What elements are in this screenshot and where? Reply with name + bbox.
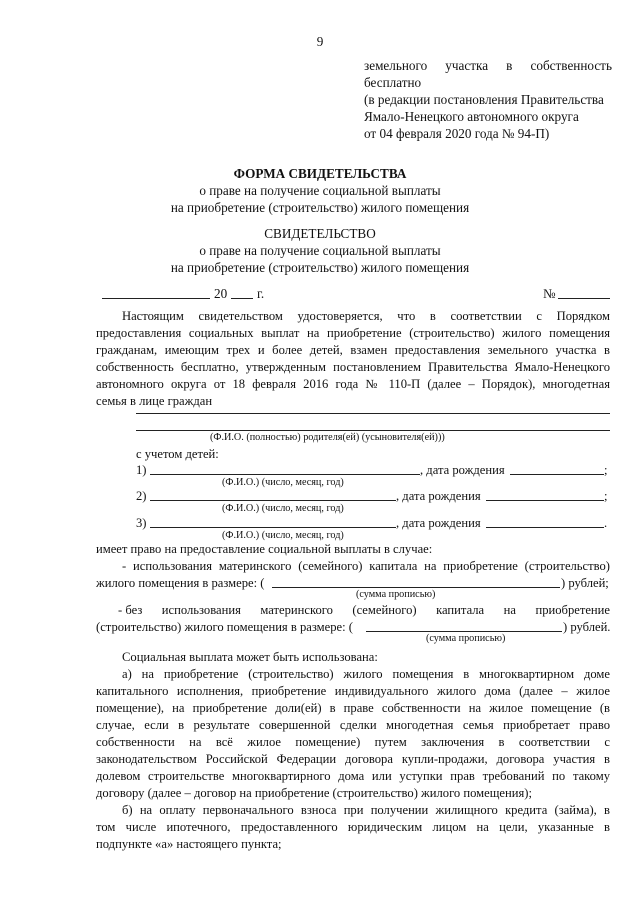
usage-a-line: собственности на всё жилое помещение) путем заключения в соответствии с <box>96 735 610 749</box>
usage-a-last: договору (далее – договор на приобретение (строительство) жилого помещения); <box>96 786 532 800</box>
usage-a-line: законодательством Российской Федерации договора купли-продажи, договора участия в <box>96 752 610 766</box>
birth-date-blank <box>486 527 604 528</box>
child-name-blank <box>150 500 396 501</box>
usage-a-line: случае, если в результате совершенной сделки многодетная семья приобретает право <box>96 718 610 732</box>
intro-line: собственность бесплатно, утвержденным постановлением Правительства Ямало-Ненецкого <box>96 360 610 374</box>
child-caption: (Ф.И.О.) (число, месяц, год) <box>222 530 344 541</box>
usage-heading: Социальная выплата может быть использована: <box>122 650 378 664</box>
option-with-suffix: ) рублей; <box>561 576 609 590</box>
certificate-title: СВИДЕТЕЛЬСТВО <box>264 226 376 241</box>
form-subtitle: на приобретение (строительство) жилого помещения <box>170 200 470 215</box>
header-word: земельного <box>364 58 428 73</box>
option-without-prefix: (строительство) жилого помещения в размере: ( <box>96 620 353 634</box>
usage-a-line: капитального исполнения, приобретение индивидуального жилого дома (далее – жилое <box>96 684 610 698</box>
year-blank <box>231 298 253 299</box>
child-caption: (Ф.И.О.) (число, месяц, год) <box>222 503 344 514</box>
birth-label: , дата рождения <box>396 516 481 530</box>
option-word: (семейного) <box>352 603 417 617</box>
child-number: 2) <box>136 489 147 503</box>
number-blank <box>558 298 610 299</box>
intro-line: автономного округа от 18 февраля 2016 года № 110-П (далее – Порядок), многодетная <box>96 377 610 391</box>
intro-line: гражданам, имеющим трех и более детей, взамен предоставления земельного участка в <box>96 343 610 357</box>
child-end: ; <box>604 489 608 503</box>
parents-line-2 <box>136 430 610 431</box>
parents-line-1 <box>136 413 610 414</box>
amount-blank <box>366 631 562 632</box>
birth-date-blank <box>510 474 604 475</box>
date-blank <box>102 298 210 299</box>
birth-date-blank <box>486 500 604 501</box>
certificate-subtitle: о праве на получение социальной выплаты <box>199 243 441 258</box>
usage-b-last: подпункте «а» настоящего пункта; <box>96 837 282 851</box>
option-word: материнского <box>260 603 333 617</box>
header-word: участка <box>445 58 489 73</box>
page-number: 9 <box>316 34 324 49</box>
option-word: использования <box>161 603 241 617</box>
amount-caption: (сумма прописью) <box>426 633 506 644</box>
usage-a-line: помещение), на приобретение доли(ей) в праве собственности на жилое помещение (в <box>96 701 610 715</box>
option-with-prefix: жилого помещения в размере: ( <box>96 576 265 590</box>
child-end: ; <box>604 463 608 477</box>
year-prefix: 20 <box>214 286 228 301</box>
option-word: на <box>503 603 516 617</box>
child-number: 1) <box>136 463 147 477</box>
entitled-line: имеет право на предоставление социальной выплаты в случае: <box>96 542 433 556</box>
header-line: от 04 февраля 2020 года № 94-П) <box>364 126 550 141</box>
option-with-line-1: - использования материнского (семейного) капитала на приобретение (строительство) <box>122 559 610 573</box>
child-end: . <box>604 516 608 530</box>
amount-blank <box>272 587 560 588</box>
header-line: (в редакции постановления Правительства <box>364 92 604 107</box>
header-line: бесплатно <box>364 75 422 90</box>
usage-a-line: долевом строительстве многоквартирного дома или уступки прав требований по такому <box>96 769 610 783</box>
option-word: капитала <box>436 603 485 617</box>
header-row-1 <box>364 58 612 74</box>
child-name-blank <box>150 527 396 528</box>
option-without-line-1 <box>118 602 610 618</box>
birth-label: , дата рождения <box>396 489 481 503</box>
year-suffix: г. <box>257 286 265 301</box>
usage-b-line: б) на оплату первоначального взноса при получении жилищного кредита (займа), в <box>122 803 610 817</box>
form-subtitle: о праве на получение социальной выплаты <box>199 183 441 198</box>
birth-label: , дата рождения <box>420 463 505 477</box>
usage-b-line: том числе ипотечного, предоставленного юридическим лицом на цели, указанные в <box>96 820 610 834</box>
children-label: с учетом детей: <box>136 447 219 461</box>
intro-last-line: семья в лице граждан <box>96 394 213 408</box>
header-line: Ямало-Ненецкого автономного округа <box>364 109 579 124</box>
option-without-suffix: ) рублей. <box>563 620 611 634</box>
header-word: в <box>506 58 513 73</box>
child-number: 3) <box>136 516 147 530</box>
option-word: - без <box>118 603 143 617</box>
header-word: собственность <box>530 58 612 73</box>
certificate-subtitle: на приобретение (строительство) жилого помещения <box>170 260 470 275</box>
usage-a-line: а) на приобретение (строительство) жилого помещения в многоквартирном доме <box>122 667 610 681</box>
intro-line: предоставления социальных выплат на приобретение (строительство) жилого помещения <box>96 326 610 340</box>
child-caption: (Ф.И.О.) (число, месяц, год) <box>222 477 344 488</box>
amount-caption: (сумма прописью) <box>356 589 436 600</box>
form-title: ФОРМА СВИДЕТЕЛЬСТВА <box>233 166 407 181</box>
child-name-blank <box>150 474 420 475</box>
number-label: № <box>543 286 556 301</box>
parents-caption: (Ф.И.О. (полностью) родителя(ей) (усыновителя(ей))) <box>210 432 445 443</box>
option-word: приобретение <box>535 603 610 617</box>
intro-line: Настоящим свидетельством удостоверяется, что в соответствии с Порядком <box>122 309 610 323</box>
